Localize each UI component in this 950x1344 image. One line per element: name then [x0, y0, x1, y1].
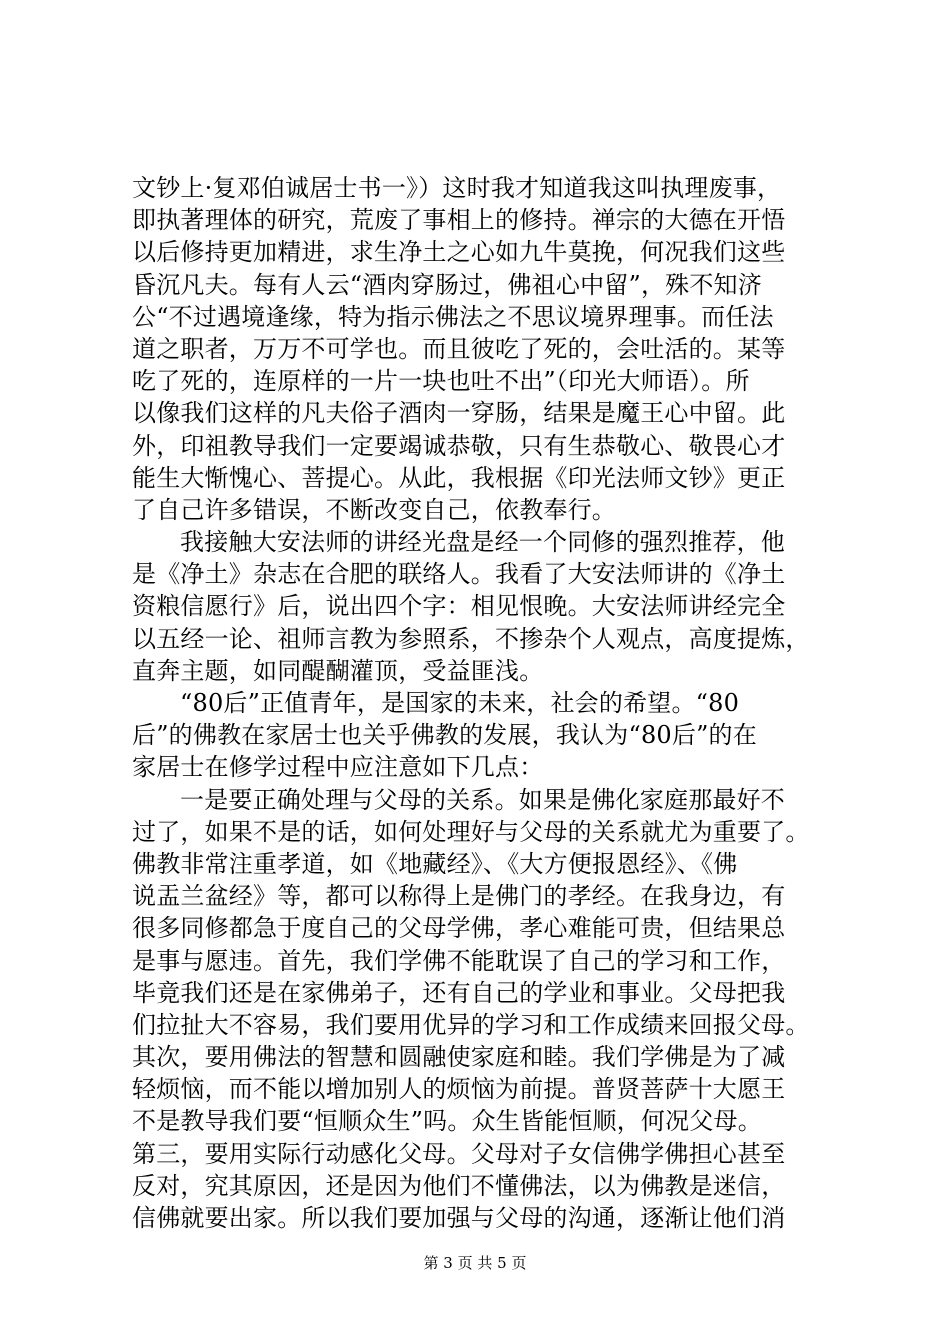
text-line: 说盂兰盆经》等，都可以称得上是佛门的孝经。在我身边，有: [132, 882, 786, 911]
text-line: 家居士在修学过程中应注意如下几点：: [132, 753, 544, 782]
text-line: 以后修持更加精进，求生净土之心如九牛莫挽，何况我们这些: [132, 238, 786, 267]
text-line: 后”的佛教在家居士也关乎佛教的发展，我认为“80后”的在: [132, 721, 757, 750]
paragraph-start-line: “80后”正值青年，是国家的未来，社会的希望。“80: [180, 689, 740, 717]
text-line: 即执著理体的研究，荒废了事相上的修持。禅宗的大德在开悟: [132, 206, 786, 235]
text-line: 了自己许多错误，不断改变自己，依教奉行。: [132, 495, 616, 524]
text-line: 昏沉凡夫。每有人云“酒肉穿肠过，佛祖心中留”，殊不知济: [132, 270, 762, 299]
text-line: 以五经一论、祖师言教为参照系，不掺杂个人观点，高度提炼，: [132, 624, 810, 653]
text-line: 直奔主题，如同醍醐灌顶，受益匪浅。: [132, 656, 544, 685]
text-line: 公“不过遇境逢缘，特为指示佛法之不思议境界理事。而任法: [132, 302, 774, 331]
body-text: [132, 172, 832, 1234]
text-line: 其次，要用佛法的智慧和圆融使家庭和睦。我们学佛是为了减: [132, 1043, 786, 1072]
text-line: 不是教导我们要“恒顺众生”吗。众生皆能恒顺，何况父母。: [132, 1107, 762, 1136]
page-number-footer: 第 3 页 共 5 页: [423, 1254, 527, 1272]
text-line: 们拉扯大不容易，我们要用优异的学习和工作成绩来回报父母。: [132, 1010, 810, 1039]
text-line: 反对，究其原因，还是因为他们不懂佛法，以为佛教是迷信，: [132, 1171, 786, 1200]
text-line: 外，印祖教导我们一定要竭诚恭敬，只有生恭敬心、敬畏心才: [132, 431, 786, 460]
text-line: 第三，要用实际行动感化父母。父母对子女信佛学佛担心甚至: [132, 1139, 786, 1168]
text-line: 以像我们这样的凡夫俗子酒肉一穿肠，结果是魔王心中留。此: [132, 399, 786, 428]
text-line: 过了，如果不是的话，如何处理好与父母的关系就尤为重要了。: [132, 817, 810, 846]
text-line: 毕竟我们还是在家佛弟子，还有自己的学业和事业。父母把我: [132, 978, 786, 1007]
text-line: 能生大惭愧心、菩提心。从此，我根据《印光法师文钞》更正: [132, 463, 786, 492]
text-line: 文钞上·复邓伯诚居士书一》）这时我才知道我这叫执理废事，: [132, 174, 782, 202]
text-line: 是《净土》杂志在合肥的联络人。我看了大安法师讲的《净土: [132, 560, 786, 589]
text-line: 资粮信愿行》后，说出四个字：相见恨晚。大安法师讲经完全: [132, 592, 786, 621]
paragraph-start-line: 我接触大安法师的讲经光盘是经一个同修的强烈推荐，他: [180, 528, 785, 557]
text-line: 吃了死的，连原样的一片一块也吐不出”（印光大师语）。所: [132, 367, 750, 396]
paragraph-start-line: 一是要正确处理与父母的关系。如果是佛化家庭那最好不: [180, 785, 785, 814]
text-line: 道之职者，万万不可学也。而且彼吃了死的，会吐活的。某等: [132, 334, 786, 363]
text-line: 是事与愿违。首先，我们学佛不能耽误了自己的学习和工作，: [132, 946, 786, 975]
text-line: 很多同修都急于度自己的父母学佛，孝心难能可贵，但结果总: [132, 914, 786, 943]
text-line: 信佛就要出家。所以我们要加强与父母的沟通，逐渐让他们消: [132, 1204, 786, 1232]
text-line: 佛教非常注重孝道，如《地藏经》、《大方便报恩经》、《佛: [132, 849, 738, 878]
text-line: 轻烦恼，而不能以增加别人的烦恼为前提。普贤菩萨十大愿王: [132, 1075, 786, 1104]
